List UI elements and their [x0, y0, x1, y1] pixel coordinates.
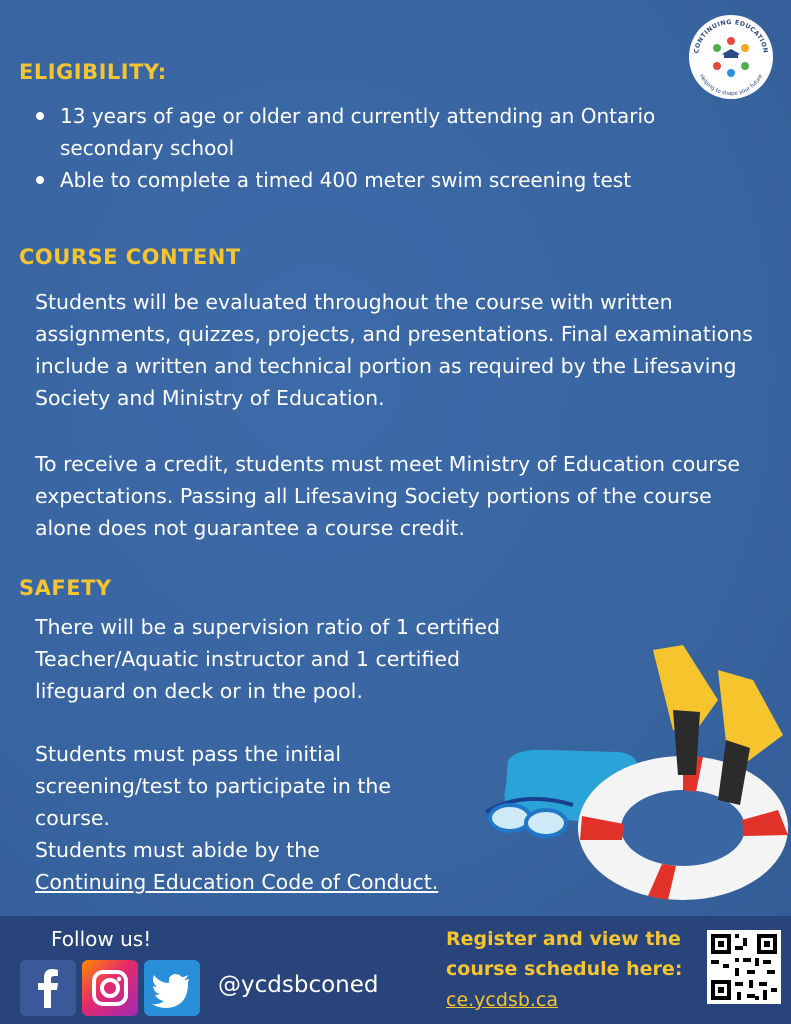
- list-item: 13 years of age or older and currently attending an Ontario secondary school: [28, 100, 748, 164]
- continuing-education-logo: [688, 14, 774, 100]
- safety-paragraph-2: Students must pass the initial screening/test to participate in the course.: [35, 742, 392, 830]
- website-link[interactable]: ce.ycdsb.ca: [446, 989, 559, 1011]
- facebook-icon[interactable]: [20, 960, 76, 1016]
- code-of-conduct-link[interactable]: Continuing Education Code of Conduct.: [35, 870, 439, 894]
- eligibility-heading: ELIGIBILITY:: [19, 60, 167, 84]
- safety-paragraph-1: There will be a supervision ratio of 1 certified Teacher/Aquatic instructor and 1 certified lifeguard on deck or in the pool.: [35, 615, 501, 703]
- social-handle: @ycdsbconed: [218, 972, 379, 998]
- logo-text-bottom: Helping to shape your future: [697, 73, 765, 98]
- list-item: Able to complete a timed 400 meter swim screening test: [28, 164, 748, 196]
- safety-paragraph-3: Students must abide by the: [35, 838, 320, 862]
- life-ring-icon: [578, 756, 788, 900]
- logo-text-top: CONTINUING EDUCATION: [693, 18, 769, 54]
- course-content-paragraph-1: Students will be evaluated throughout the course with written assignments, quizzes, projects, and presentations. Final examinations include a written and technical portion as required by the Lifesaving Society and Ministry of Education.: [35, 290, 753, 410]
- safety-heading: SAFETY: [19, 576, 112, 600]
- qr-code-icon[interactable]: [707, 930, 781, 1004]
- follow-us-label: Follow us!: [51, 927, 152, 951]
- swim-gear-illustration: [478, 640, 788, 910]
- instagram-icon[interactable]: [82, 960, 138, 1016]
- twitter-icon[interactable]: [144, 960, 200, 1016]
- eligibility-list: [28, 100, 748, 196]
- register-text: Register and view the course schedule here:: [446, 928, 683, 980]
- course-content-paragraph-2: To receive a credit, students must meet Ministry of Education course expectations. Passing all Lifesaving Society portions of the course alone does not guarantee a course credit.: [35, 452, 740, 540]
- course-content-heading: COURSE CONTENT: [19, 245, 241, 269]
